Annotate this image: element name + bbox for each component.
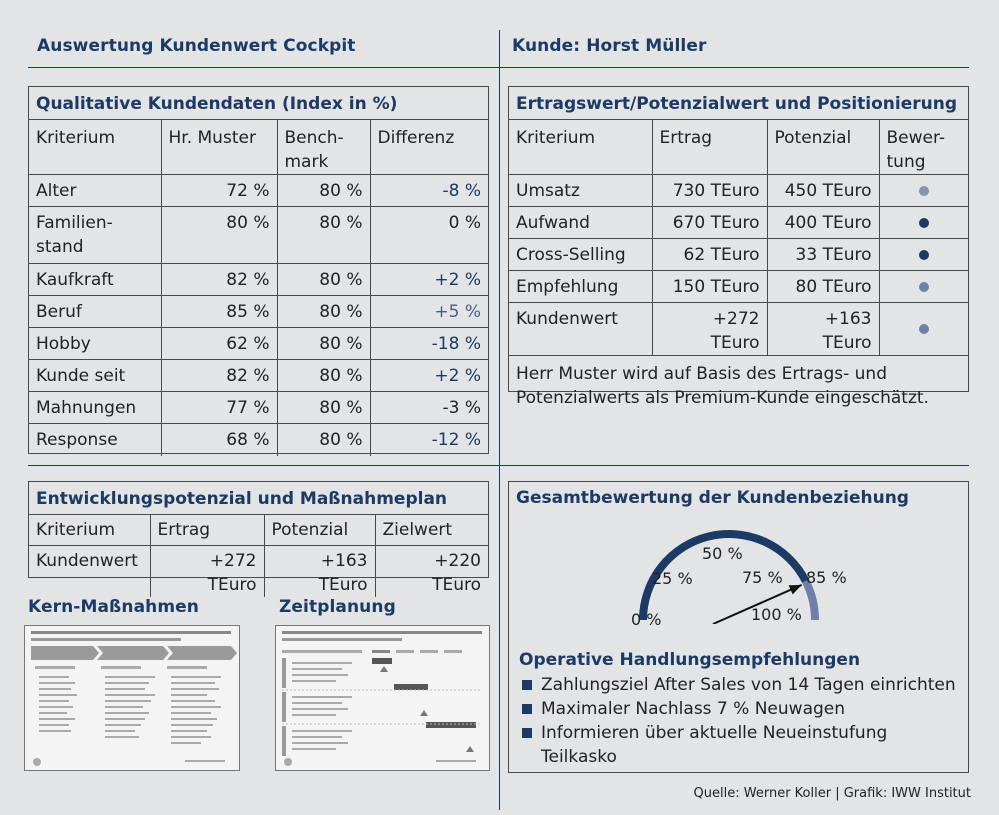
table-header-row (509, 120, 968, 175)
cell-ertrag: 730 TEuro (652, 175, 767, 207)
gesamt-title: Gesamtbewertung der Kundenbeziehung (516, 488, 909, 508)
cell-kriterium: Kundenwert (509, 303, 652, 356)
cell-bench: 80 % (277, 175, 370, 207)
col-potenzial (264, 515, 375, 546)
ertragswert-table (509, 119, 968, 416)
table-row (29, 424, 488, 456)
cockpit-title: Auswertung Kundenwert Cockpit (37, 36, 356, 56)
table-row (29, 175, 488, 207)
col-ertrag (652, 120, 767, 175)
positioning-note: Herr Muster wird auf Basis des Ertrags- und Potenzialwerts als Premium-Kunde eingeschätzt. (509, 356, 968, 417)
cell-potenzial: +163 TEuro (264, 546, 375, 598)
cell-bench: 80 % (277, 392, 370, 424)
cell-ertrag: 150 TEuro (652, 271, 767, 303)
cell-ertrag: 62 TEuro (652, 239, 767, 271)
gesamt-panel (508, 481, 969, 773)
col-ertrag (150, 515, 264, 546)
cell-diff: -12 % (370, 424, 488, 456)
cell-muster: 77 % (161, 392, 277, 424)
cell-muster: 85 % (161, 296, 277, 328)
col-label: Kriterium (36, 128, 116, 148)
entwicklung-panel (28, 481, 489, 595)
bullet-square-icon (522, 680, 532, 690)
cell-kriterium: Mahnungen (29, 392, 161, 424)
cell-diff: +5 % (370, 296, 488, 328)
col-label: Kriterium (516, 128, 596, 148)
table-row (29, 296, 488, 328)
cell-muster: 82 % (161, 264, 277, 296)
cell-potenzial: 80 TEuro (767, 271, 879, 303)
list-item (519, 697, 959, 721)
qualitative-table (29, 119, 488, 456)
cell-kriterium: Hobby (29, 328, 161, 360)
col-label: Potenzial (774, 128, 852, 148)
cell-diff: -18 % (370, 328, 488, 360)
rating-dot-icon (919, 282, 929, 292)
middle-divider (28, 465, 969, 466)
cell-muster: 62 % (161, 328, 277, 360)
col-muster (161, 120, 277, 175)
cell-diff: -8 % (370, 175, 488, 207)
list-item (519, 673, 959, 697)
qualitative-panel (28, 86, 489, 454)
cell-ertrag: +272 TEuro (652, 303, 767, 356)
cell-bench: 80 % (277, 424, 370, 456)
cell-bewertung (879, 303, 968, 356)
col-diff (370, 120, 488, 175)
col-kriterium (29, 120, 161, 175)
entwicklung-table (29, 514, 488, 597)
col-label: Hr. Muster (168, 128, 256, 148)
table-row (509, 239, 968, 271)
gauge-label-85: 85 % (806, 568, 847, 587)
col-label: Ertrag (157, 520, 211, 540)
list-item-text: Informieren über aktuelle Neueinstufung Teilkasko (541, 723, 888, 767)
table-row (29, 392, 488, 424)
col-bewertung (879, 120, 968, 175)
table-row (29, 360, 488, 392)
cell-potenzial: 33 TEuro (767, 239, 879, 271)
cell-ertrag: 670 TEuro (652, 207, 767, 239)
col-potenzial (767, 120, 879, 175)
cell-diff: +2 % (370, 264, 488, 296)
cell-kriterium: Aufwand (509, 207, 652, 239)
table-row (29, 328, 488, 360)
col-zielwert (375, 515, 488, 546)
list-item-text: Maximaler Nachlass 7 % Neuwagen (541, 699, 846, 719)
center-divider (499, 30, 500, 810)
cell-bench: 80 % (277, 296, 370, 328)
table-row (29, 546, 488, 598)
bullet-square-icon (522, 704, 532, 714)
cell-diff: -3 % (370, 392, 488, 424)
cell-kriterium: Cross-Selling (509, 239, 652, 271)
operative-title: Operative Handlungsempfehlungen (519, 650, 861, 670)
zeit-title: Zeitplanung (279, 597, 396, 617)
cell-muster: 80 % (161, 207, 277, 264)
cell-kriterium: Alter (29, 175, 161, 207)
table-row (509, 207, 968, 239)
rating-dot-icon (919, 250, 929, 260)
table-header-row (29, 515, 488, 546)
table-header-row (29, 120, 488, 175)
note-row (509, 356, 968, 417)
col-label: Bench- mark (284, 128, 344, 172)
qualitative-title: Qualitative Kundendaten (Index in %) (36, 94, 398, 114)
kern-thumbnail[interactable] (24, 625, 240, 771)
operative-list (519, 673, 959, 769)
cell-bench: 80 % (277, 264, 370, 296)
col-label: Bewer- tung (886, 128, 946, 172)
col-label: Zielwert (382, 520, 453, 540)
col-kriterium (29, 515, 150, 546)
cell-diff: +2 % (370, 360, 488, 392)
entwicklung-title: Entwicklungspotenzial und Maßnahmeplan (36, 489, 448, 509)
customer-title: Kunde: Horst Müller (512, 36, 707, 56)
cell-bewertung (879, 175, 968, 207)
col-kriterium (509, 120, 652, 175)
cell-muster: 72 % (161, 175, 277, 207)
cell-kriterium: Umsatz (509, 175, 652, 207)
cell-kriterium: Beruf (29, 296, 161, 328)
cell-potenzial: 400 TEuro (767, 207, 879, 239)
cell-bewertung (879, 271, 968, 303)
cell-kriterium: Response (29, 424, 161, 456)
gauge-label-100: 100 % (751, 605, 802, 624)
table-row (509, 175, 968, 207)
cell-potenzial: +163 TEuro (767, 303, 879, 356)
cell-bewertung (879, 239, 968, 271)
rating-dot-icon (919, 218, 929, 228)
rating-dot-icon (919, 186, 929, 196)
source-caption: Quelle: Werner Koller | Grafik: IWW Institut (693, 786, 971, 801)
table-row (509, 303, 968, 356)
cell-kriterium: Kundenwert (29, 546, 150, 598)
cell-muster: 82 % (161, 360, 277, 392)
col-label: Potenzial (271, 520, 349, 540)
col-label: Ertrag (659, 128, 713, 148)
zeit-thumbnail-image (276, 626, 489, 770)
table-row (509, 271, 968, 303)
rating-dot-icon (919, 324, 929, 334)
bullet-square-icon (522, 728, 532, 738)
cell-kriterium: Familien- stand (29, 207, 161, 264)
col-label: Kriterium (36, 520, 116, 540)
table-row (29, 207, 488, 264)
gauge-label-75: 75 % (742, 568, 783, 587)
gauge-label-50: 50 % (702, 544, 743, 563)
cell-diff: 0 % (370, 207, 488, 264)
cell-zielwert: +220 TEuro (375, 546, 488, 598)
kern-title: Kern-Maßnahmen (28, 597, 199, 617)
cell-bewertung (879, 207, 968, 239)
col-bench (277, 120, 370, 175)
cell-kriterium: Kaufkraft (29, 264, 161, 296)
cell-muster: 68 % (161, 424, 277, 456)
cell-potenzial: 450 TEuro (767, 175, 879, 207)
cell-kriterium: Kunde seit (29, 360, 161, 392)
ertragswert-panel (508, 86, 969, 408)
zeit-thumbnail[interactable] (275, 625, 490, 771)
gauge-label-0: 0 % (631, 610, 662, 629)
cell-bench: 80 % (277, 328, 370, 360)
list-item (519, 721, 959, 769)
ertragswert-title: Ertragswert/Potenzialwert und Positionierung (516, 94, 958, 114)
cell-bench: 80 % (277, 360, 370, 392)
col-label: Differenz (377, 128, 455, 148)
gauge-label-25: 25 % (652, 569, 693, 588)
kern-thumbnail-image (25, 626, 239, 770)
table-row (29, 264, 488, 296)
cell-ertrag: +272 TEuro (150, 546, 264, 598)
cell-kriterium: Empfehlung (509, 271, 652, 303)
cell-bench: 80 % (277, 207, 370, 264)
list-item-text: Zahlungsziel After Sales von 14 Tagen einrichten (541, 675, 956, 695)
